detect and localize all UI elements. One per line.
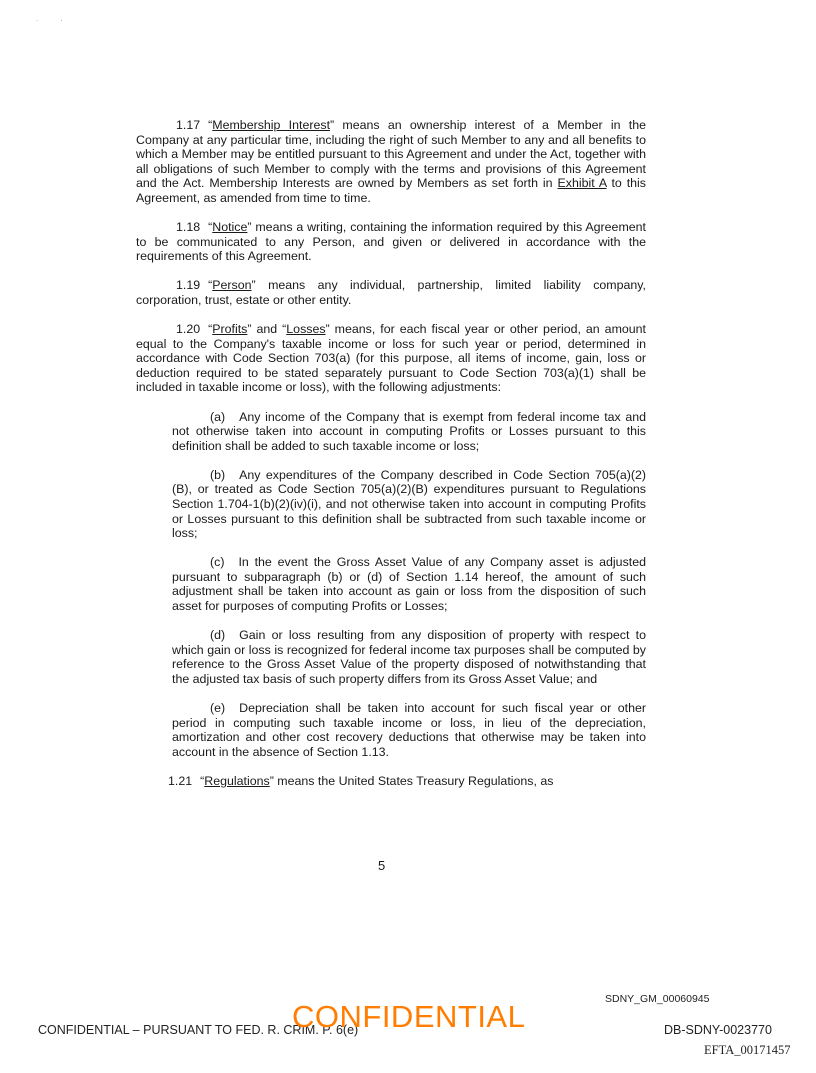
subparagraph-label: (b) <box>210 467 226 482</box>
section-1-19: 1.19 “Person” means any individual, partnership, limited liability company, corporation, trust, estate or other entity. <box>136 278 646 307</box>
section-number: 1.19 <box>176 278 201 293</box>
section-1-18: 1.18 “Notice” means a writing, containing the information required by this Agreement to be communicated to any Person, and given or delivered in accordance with the requirements of this Agreement. <box>136 220 646 264</box>
defined-term: Membership Interest <box>212 118 331 132</box>
defined-term: Person <box>212 278 252 293</box>
section-number: 1.17 <box>176 118 201 132</box>
bates-number-bottom: DB-SDNY-0023770 <box>664 1023 772 1037</box>
confidential-stamp: CONFIDENTIAL <box>292 999 526 1034</box>
subparagraph-b: (b) Any expenditures of the Company described in Code Section 705(a)(2)(B), or treated as Code Section 705(a)(2)(B) expenditures pursuant to Regulations Section 1.704-1(b)(2)(iv)(i), and not otherwise taken into account in computing Profits or Losses pursuant to this definition shall be subtracted from such taxable income or loss; <box>172 467 646 541</box>
subparagraph-d: (d) Gain or loss resulting from any disposition of property with respect to which gain or loss is recognized for federal income tax purposes shall be computed by reference to the Gross Asset Value of the property disposed of notwithstanding that the adjusted tax basis of such property differs from its Gross Asset Value; and <box>172 628 646 686</box>
defined-term: Profits <box>212 322 248 337</box>
document-body <box>136 118 646 803</box>
exhibit-reference: Exhibit A <box>557 176 607 191</box>
defined-term: Notice <box>212 220 248 235</box>
section-number: 1.21 <box>168 773 193 788</box>
subparagraph-c: (c) In the event the Gross Asset Value of any Company asset is adjusted pursuant to subparagraph (b) or (d) of Section 1.14 hereof, the amount of such adjustment shall be taken into account as gain or loss from the disposition of such asset for purposes of computing Profits or Losses; <box>172 555 646 614</box>
confidential-notice: CONFIDENTIAL – PURSUANT TO FED. R. CRIM. P. 6(e) <box>38 1023 359 1037</box>
subparagraph-label: (e) <box>210 701 226 715</box>
section-1-20: 1.20 “Profits” and “Losses” means, for each fiscal year or other period, an amount equal to the Company's taxable income or loss for such year or period, determined in accordance with Code Section 703(a) (for this purpose, all items of income, gain, loss or deduction required to be stated separately pursuant to Code Section 703(a)(1) shall be included in taxable income or loss), with the following adjustments: <box>136 322 646 395</box>
section-1-17: 1.17 “Membership Interest” means an ownership interest of a Member in the Company at any particular time, including the right of such Member to any and all benefits to which a Member may be entitled pursuant to this Agreement and under the Act, together with all obligations of such Member to comply with the terms and provisions of this Agreement and the Act. Membership Interests are owned by Members as set forth in Exhibit A to this Agreement, as amended from time to time. <box>136 118 646 205</box>
efta-number: EFTA_00171457 <box>704 1043 791 1057</box>
defined-term: Regulations <box>204 773 270 788</box>
subparagraph-label: (a) <box>210 409 226 424</box>
page-number: 5 <box>378 858 386 873</box>
subparagraph-e: (e) Depreciation shall be taken into account for such fiscal year or other period in computing such taxable income or loss, in lieu of the depreciation, amortization and other cost recovery deductions that otherwise may be taken into account in the absence of Section 1.13. <box>172 701 646 759</box>
section-1-21: 1.21 “Regulations” means the United States Treasury Regulations, as <box>168 773 554 788</box>
section-number: 1.18 <box>176 220 201 235</box>
subparagraph-label: (c) <box>210 555 225 570</box>
scan-specks: . . <box>36 14 73 23</box>
subparagraph-a: (a) Any income of the Company that is exempt from federal income tax and not otherwise taken into account in computing Profits or Losses pursuant to this definition shall be added to such taxable income or loss; <box>172 409 646 453</box>
section-number: 1.20 <box>176 322 201 337</box>
subparagraph-label: (d) <box>210 628 226 643</box>
defined-term: Losses <box>286 322 326 337</box>
bates-number-top: SDNY_GM_00060945 <box>605 993 710 1005</box>
